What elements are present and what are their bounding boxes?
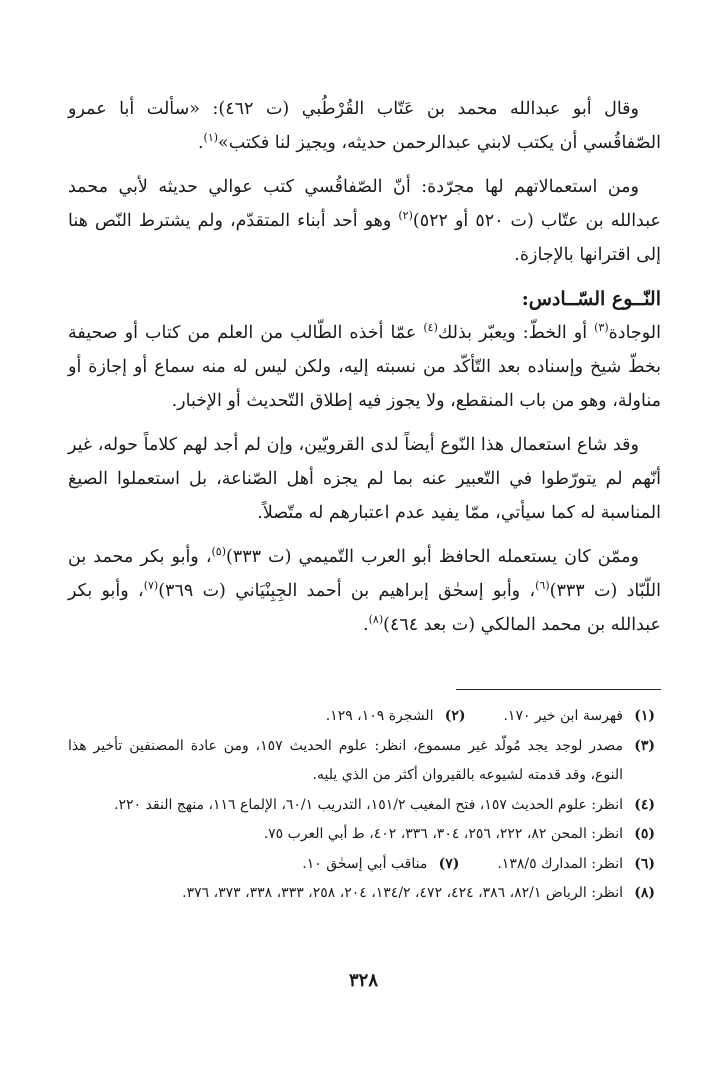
footnote-number: (٥) xyxy=(634,826,655,842)
footnote-number: (٦) xyxy=(634,855,655,872)
paragraph-3 xyxy=(68,316,661,418)
footnote-6 xyxy=(497,850,655,880)
footnote-8 xyxy=(68,879,655,909)
footnote-ref-1: (١) xyxy=(203,131,219,145)
p5-text-d: ، وأبو بكر عبدالله بن محمد المالكي (ت بعد ٤٦٤) xyxy=(68,581,661,635)
footnote-ref-8: (٨) xyxy=(368,613,384,627)
footnote-7 xyxy=(302,850,459,880)
page-number: ٣٢٨ xyxy=(348,970,378,991)
footnote-2 xyxy=(326,702,466,732)
footnote-text: فهرسة ابن خير ١٧٠. xyxy=(503,708,623,724)
p2-text-b: وهو أحد أبناء المتقدّم، ولم يشترط النّص هنا إلى اقترانها بالإجازة. xyxy=(68,211,661,265)
footnote-ref-2: (٢) xyxy=(398,209,413,223)
footnote-row-6-7 xyxy=(68,850,655,880)
footnote-ref-6: (٦) xyxy=(535,579,550,593)
footnote-text: انظر: المحن ٨٢، ٢٢٢، ٢٥٦، ٣٠٤، ٣٣٦، ٤٠٢، ط أبي العرب ٧٥. xyxy=(263,826,623,842)
section-heading: النّــوع السّــادس: xyxy=(521,288,661,310)
paragraph-1 xyxy=(68,92,661,160)
p3-text-c: عمّا أخذه الطّالب من العلم من كتاب أو صحيفة بخطّ شيخ وإسناده بعد التّأكّد من نسبته إليه، ولكن ليس له منه سماع أو إجازة أو مناولة، وهو من باب المنقطع، ولا يجوز فيه إطلاق التّحديث أو الإخبار. xyxy=(68,323,661,411)
paragraph-2 xyxy=(68,170,661,272)
p1-text: وقال أبو عبدالله محمد بن عَتّاب القُرْطُبي (ت ٤٦٢): «سألت أبا عمرو الصّفاقُسي أن يكتب لابني عبدالرحمن حديثه، ويجيز لنا فكتب» xyxy=(68,99,661,153)
footnote-number: (٨) xyxy=(634,885,655,901)
footnote-5 xyxy=(68,820,655,850)
footnote-text: انظر: الرياض ٨٢/١، ٣٨٦، ٤٢٤، ٤٧٢، ١٣٤/٢، ٢٠٤، ٢٥٨، ٣٣٣، ٣٣٨، ٣٧٣، ٣٧٦. xyxy=(182,885,623,901)
footnote-number: (٤) xyxy=(634,796,655,813)
p1-end: . xyxy=(197,133,204,153)
p5-text-a: وممّن كان يستعمله الحافظ أبو العرب التّميمي (ت ٣٣٣) xyxy=(226,547,640,567)
footnote-text: مناقب أبي إسحٰق ١٠. xyxy=(302,855,428,872)
footnote-number: (١) xyxy=(634,708,655,724)
footnote-text: انظر: المدارك ١٣٨/٥. xyxy=(497,855,623,872)
paragraph-4: وقد شاع استعمال هذا النّوع أيضاً لدى القرويّين، وإن لم أجد لهم كلاماً حوله، غير أنّهم لم يتورّطوا في التّعبير عنه بما لم يجزه أهل الصّناعة، بل استعملوا الصيغ المناسبة له كما سيأتي، ممّا يفيد عدم اعتبارهم له متّصلاً. xyxy=(68,435,661,523)
p3-text-a: الوجادة xyxy=(608,323,661,343)
p2-text-a: ومن استعمالاتهم لها مجرّدة: أنّ الصّفاقُسي كتب عوالي حديثه لأبي محمد عبدالله بن عتّاب (ت ٥٢٠ أو ٥٢٢) xyxy=(68,177,661,231)
footnote-ref-4: (٤) xyxy=(423,321,438,335)
p5-text-c: ، وأبو إسحٰق إبراهيم بن أحمد الجِبِنْيَاني (ت ٣٦٩) xyxy=(158,581,536,601)
main-text xyxy=(68,92,661,652)
footnote-text: مصدر لوجد يجد مُولّد غير مسموع، انظر: علوم الحديث ١٥٧، ومن عادة المصنفين تأخير هذا النوع، وقد قدمته لشيوعه بالقيروان أكثر من الذي يليه. xyxy=(68,737,624,783)
footnote-row-1-2 xyxy=(68,702,655,732)
footnote-3 xyxy=(68,732,655,791)
footnote-separator xyxy=(456,689,661,690)
footnotes xyxy=(68,702,655,909)
footnote-text: الشجرة ١٠٩، ١٢٩. xyxy=(325,708,434,724)
footnote-ref-3: (٣) xyxy=(594,321,609,335)
footnote-number: (٧) xyxy=(438,855,460,872)
p5-text-e: . xyxy=(363,615,369,635)
footnote-number: (٣) xyxy=(634,737,655,754)
footnote-ref-7: (٧) xyxy=(143,579,159,593)
p3-text-b: أو الخطّ: ويعبّر بذلك xyxy=(437,323,595,343)
paragraph-5 xyxy=(68,540,661,642)
footnote-4 xyxy=(68,791,655,821)
footnote-number: (٢) xyxy=(444,708,466,724)
footnote-1 xyxy=(503,702,655,732)
footnote-ref-5: (٥) xyxy=(211,545,226,559)
footnote-text: انظر: علوم الحديث ١٥٧، فتح المغيب ١٥١/٢، التدريب ٦٠/١، الإلماع ١١٦، منهج النقد ٢٢٠. xyxy=(114,796,623,813)
p5-text-b: ، وأبو بكر محمد بن اللّبّاد (ت ٣٣٣) xyxy=(68,547,661,601)
